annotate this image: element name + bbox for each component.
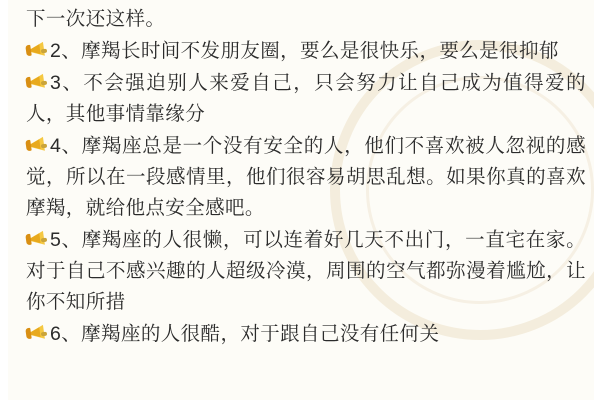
loudspeaker-emoji <box>26 40 48 60</box>
list-item <box>26 36 586 67</box>
loudspeaker-emoji <box>26 323 48 343</box>
loudspeaker-emoji <box>26 72 48 92</box>
loudspeaker-emoji <box>26 135 48 155</box>
list-item-text: 5、摩羯座的人很懒，可以连着好几天不出门，一直宅在家。对于自己不感兴趣的人超级冷漠，周围的空气都弥漫着尴尬，让你不知所措 <box>26 229 586 313</box>
list-item-text: 3、不会强迫别人来爱自己，只会努力让自己成为值得爱的人，其他事情靠缘分 <box>26 72 586 125</box>
list-item <box>26 131 586 224</box>
list-item-text: 6、摩羯座的人很酷，对于跟自己没有任何关 <box>50 323 440 345</box>
list-item <box>26 225 586 318</box>
list-item <box>26 319 586 350</box>
list-item-text: 2、摩羯长时间不发朋友圈，要么是很快乐，要么是很抑郁 <box>50 40 559 62</box>
continuation-line: 下一次还这样。 <box>26 8 166 30</box>
loudspeaker-emoji <box>26 229 48 249</box>
list-item-text: 4、摩羯座总是一个没有安全的人，他们不喜欢被人忽视的感觉，所以在一段感情里，他们很容易胡思乱想。如果你真的喜欢摩羯，就给他点安全感吧。 <box>26 135 586 219</box>
list-item <box>26 68 586 130</box>
